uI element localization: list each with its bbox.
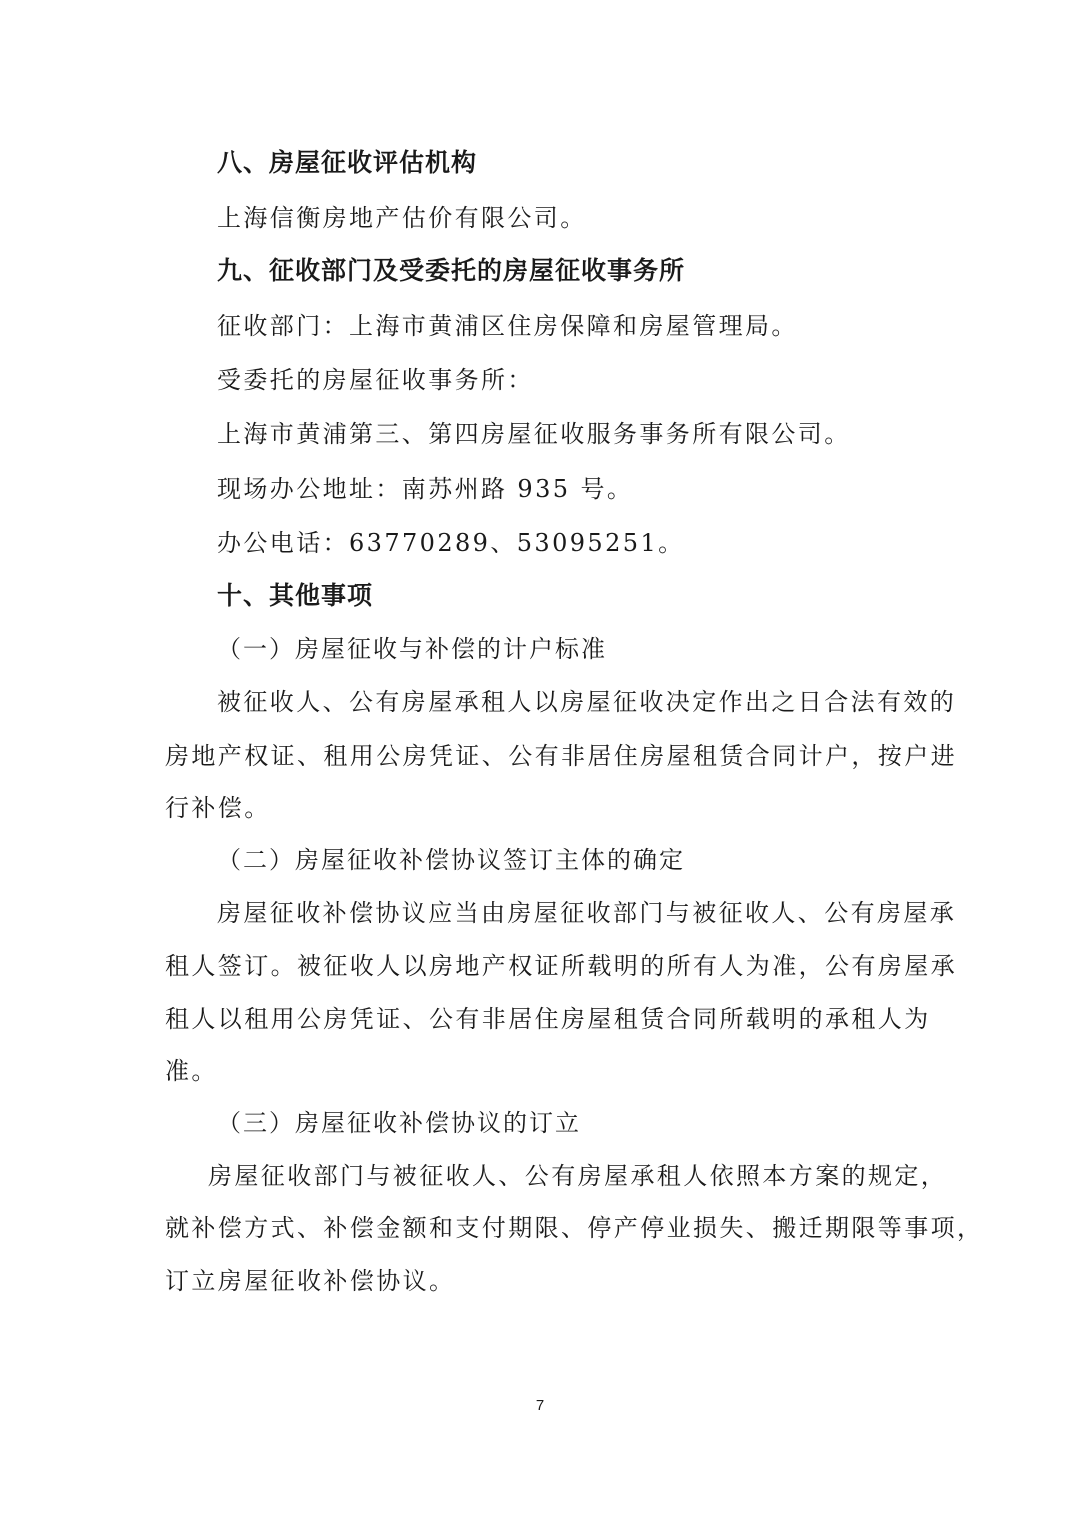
item-1-line: 行补偿。 <box>165 794 271 822</box>
agency-label-line: 受委托的房屋征收事务所： <box>217 366 534 394</box>
department-line: 征收部门：上海市黄浦区住房保障和房屋管理局。 <box>217 312 798 340</box>
item-3-line: 就补偿方式、补偿金额和支付期限、停产停业损失、搬迁期限等事项， <box>165 1214 984 1242</box>
section-10-heading: 十、其他事项 <box>217 581 374 610</box>
item-2-line: 房屋征收补偿协议应当由房屋征收部门与被征收人、公有房屋承 <box>217 899 957 927</box>
section-8-text: 上海信衡房地产估价有限公司。 <box>217 204 587 232</box>
agency-line: 上海市黄浦第三、第四房屋征收服务事务所有限公司。 <box>217 420 851 448</box>
section-9-heading: 九、征收部门及受委托的房屋征收事务所 <box>217 256 686 285</box>
address-line: 现场办公地址：南苏州路 935 号。 <box>217 475 634 503</box>
item-1-line: 房地产权证、租用公房凭证、公有非居住房屋租赁合同计户，按户进 <box>165 742 957 770</box>
item-1-title: （一）房屋征收与补偿的计户标准 <box>217 635 607 663</box>
item-3-line: 订立房屋征收补偿协议。 <box>165 1267 456 1295</box>
item-2-title: （二）房屋征收补偿协议签订主体的确定 <box>217 846 685 874</box>
page-number: 7 <box>535 1397 545 1414</box>
item-3-line: 房屋征收部门与被征收人、公有房屋承租人依照本方案的规定， <box>208 1162 948 1190</box>
phone-line: 办公电话：63770289、53095251。 <box>217 529 685 557</box>
item-3-title: （三）房屋征收补偿协议的订立 <box>217 1109 581 1137</box>
section-8-heading: 八、房屋征收评估机构 <box>217 148 478 177</box>
item-2-line: 租人以租用公房凭证、公有非居住房屋租赁合同所载明的承租人为 <box>165 1005 931 1033</box>
item-2-line: 租人签订。被征收人以房地产权证所载明的所有人为准，公有房屋承 <box>165 952 957 980</box>
item-1-line: 被征收人、公有房屋承租人以房屋征收决定作出之日合法有效的 <box>217 688 957 716</box>
item-2-line: 准。 <box>165 1057 218 1085</box>
